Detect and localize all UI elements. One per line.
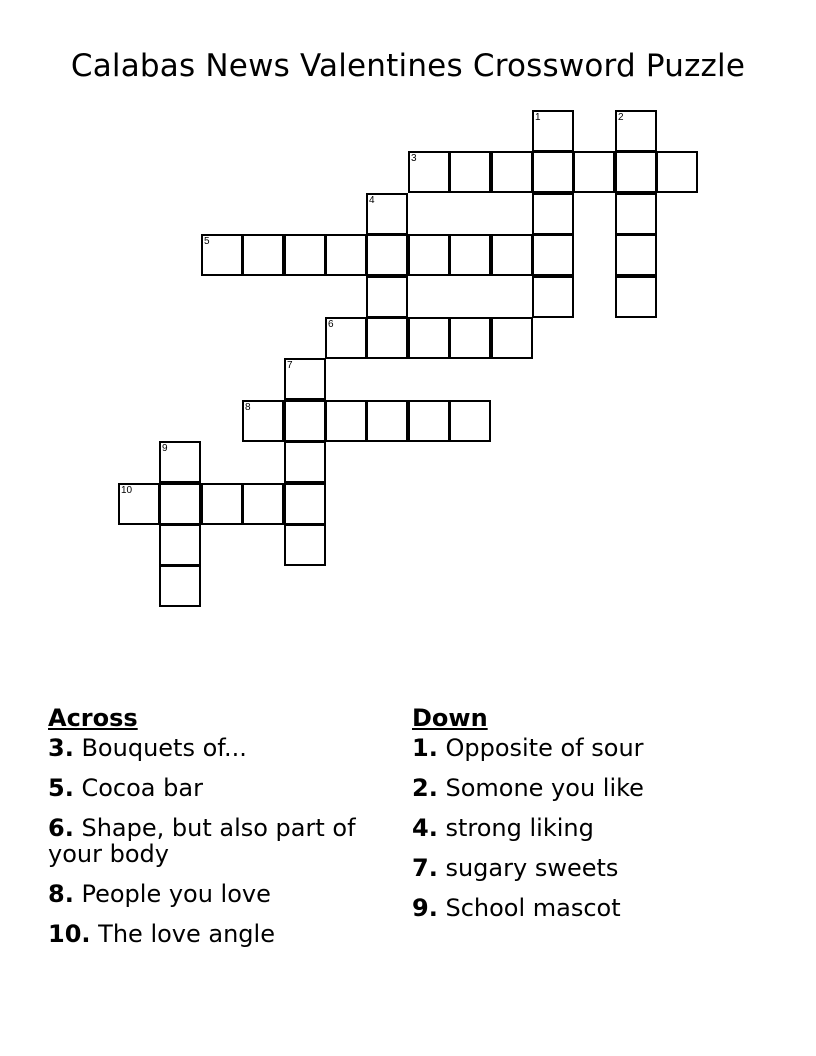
cell-number: 2 <box>618 112 624 123</box>
grid-cell[interactable] <box>449 317 491 359</box>
cell-number: 1 <box>535 112 541 123</box>
clue-text: strong liking <box>445 814 594 842</box>
clue-number: 4 <box>412 814 429 842</box>
grid-cell[interactable] <box>615 193 657 235</box>
grid-cell[interactable] <box>325 234 367 276</box>
cell-number: 3 <box>411 153 417 164</box>
clue-across-10: 10. The love angle <box>48 920 275 948</box>
grid-cell[interactable] <box>615 110 657 152</box>
grid-cell[interactable] <box>366 276 408 318</box>
clue-number: 5 <box>48 774 65 802</box>
clue-down-4: 4. strong liking <box>412 814 594 842</box>
grid-cell[interactable] <box>408 151 450 193</box>
clue-number: 6 <box>48 814 65 842</box>
clue-number: 7 <box>412 854 429 882</box>
grid-cell[interactable] <box>325 400 367 442</box>
down-heading: Down <box>412 704 488 732</box>
cell-number: 4 <box>369 195 375 206</box>
grid-cell[interactable] <box>201 483 243 525</box>
clue-text: Opposite of sour <box>445 734 644 762</box>
grid-cell[interactable] <box>366 400 408 442</box>
grid-cell[interactable] <box>449 151 491 193</box>
cell-number: 9 <box>162 443 168 454</box>
clue-across-3: 3. Bouquets of... <box>48 734 247 762</box>
grid-cell[interactable] <box>159 524 201 566</box>
clue-across-8: 8. People you love <box>48 880 271 908</box>
grid-cell[interactable] <box>366 234 408 276</box>
grid-cell[interactable] <box>491 234 533 276</box>
clue-text: School mascot <box>445 894 621 922</box>
grid-cell[interactable] <box>615 234 657 276</box>
grid-cell[interactable] <box>159 441 201 483</box>
grid-cell[interactable] <box>408 317 450 359</box>
grid-cell[interactable] <box>532 193 574 235</box>
clue-number: 1 <box>412 734 429 762</box>
grid-cell[interactable] <box>491 317 533 359</box>
grid-cell[interactable] <box>573 151 615 193</box>
clue-number: 2 <box>412 774 429 802</box>
cell-number: 7 <box>287 360 293 371</box>
clue-text: People you love <box>81 880 271 908</box>
grid-cell[interactable] <box>532 151 574 193</box>
grid-cell[interactable] <box>325 317 367 359</box>
clue-down-2: 2. Somone you like <box>412 774 644 802</box>
clue-across-6: 6. Shape, but also part of your body <box>48 814 356 868</box>
grid-cell[interactable] <box>408 234 450 276</box>
grid-cell[interactable] <box>366 317 408 359</box>
down-clues <box>412 703 742 935</box>
clue-text: Cocoa bar <box>81 774 203 802</box>
grid-cell[interactable] <box>284 234 326 276</box>
clue-across-5: 5. Cocoa bar <box>48 774 203 802</box>
grid-cell[interactable] <box>242 234 284 276</box>
grid-cell[interactable] <box>532 276 574 318</box>
cell-number: 8 <box>245 402 251 413</box>
cell-number: 5 <box>204 236 210 247</box>
grid-cell[interactable] <box>615 151 657 193</box>
across-clues <box>48 703 388 961</box>
grid-cell[interactable] <box>284 524 326 566</box>
grid-cell[interactable] <box>449 400 491 442</box>
clue-down-9: 9. School mascot <box>412 894 621 922</box>
clue-number: 9 <box>412 894 429 922</box>
grid-cell[interactable] <box>201 234 243 276</box>
grid-cell[interactable] <box>532 234 574 276</box>
grid-cell[interactable] <box>656 151 698 193</box>
grid-cell[interactable] <box>159 565 201 607</box>
clue-down-1: 1. Opposite of sour <box>412 734 644 762</box>
grid-cell[interactable] <box>159 483 201 525</box>
clue-down-7: 7. sugary sweets <box>412 854 619 882</box>
clue-text: Somone you like <box>445 774 644 802</box>
cell-number: 10 <box>121 485 133 496</box>
grid-cell[interactable] <box>449 234 491 276</box>
across-heading: Across <box>48 704 138 732</box>
grid-cell[interactable] <box>491 151 533 193</box>
clue-number: 8 <box>48 880 65 908</box>
clue-text: The love angle <box>98 920 275 948</box>
grid-cell[interactable] <box>284 483 326 525</box>
grid-cell[interactable] <box>284 441 326 483</box>
grid-cell[interactable] <box>118 483 160 525</box>
grid-cell[interactable] <box>284 358 326 400</box>
grid-cell[interactable] <box>366 193 408 235</box>
grid-cell[interactable] <box>532 110 574 152</box>
grid-cell[interactable] <box>242 400 284 442</box>
cell-number: 6 <box>328 319 334 330</box>
clue-text: Bouquets of... <box>81 734 247 762</box>
grid-cell[interactable] <box>408 400 450 442</box>
grid-cell[interactable] <box>242 483 284 525</box>
clue-text: Shape, but also part of your body <box>48 814 356 868</box>
clue-text: sugary sweets <box>445 854 619 882</box>
grid-cell[interactable] <box>284 400 326 442</box>
puzzle-title: Calabas News Valentines Crossword Puzzle <box>70 48 746 84</box>
grid-cell[interactable] <box>615 276 657 318</box>
clue-number: 3 <box>48 734 65 762</box>
clue-number: 10 <box>48 920 82 948</box>
